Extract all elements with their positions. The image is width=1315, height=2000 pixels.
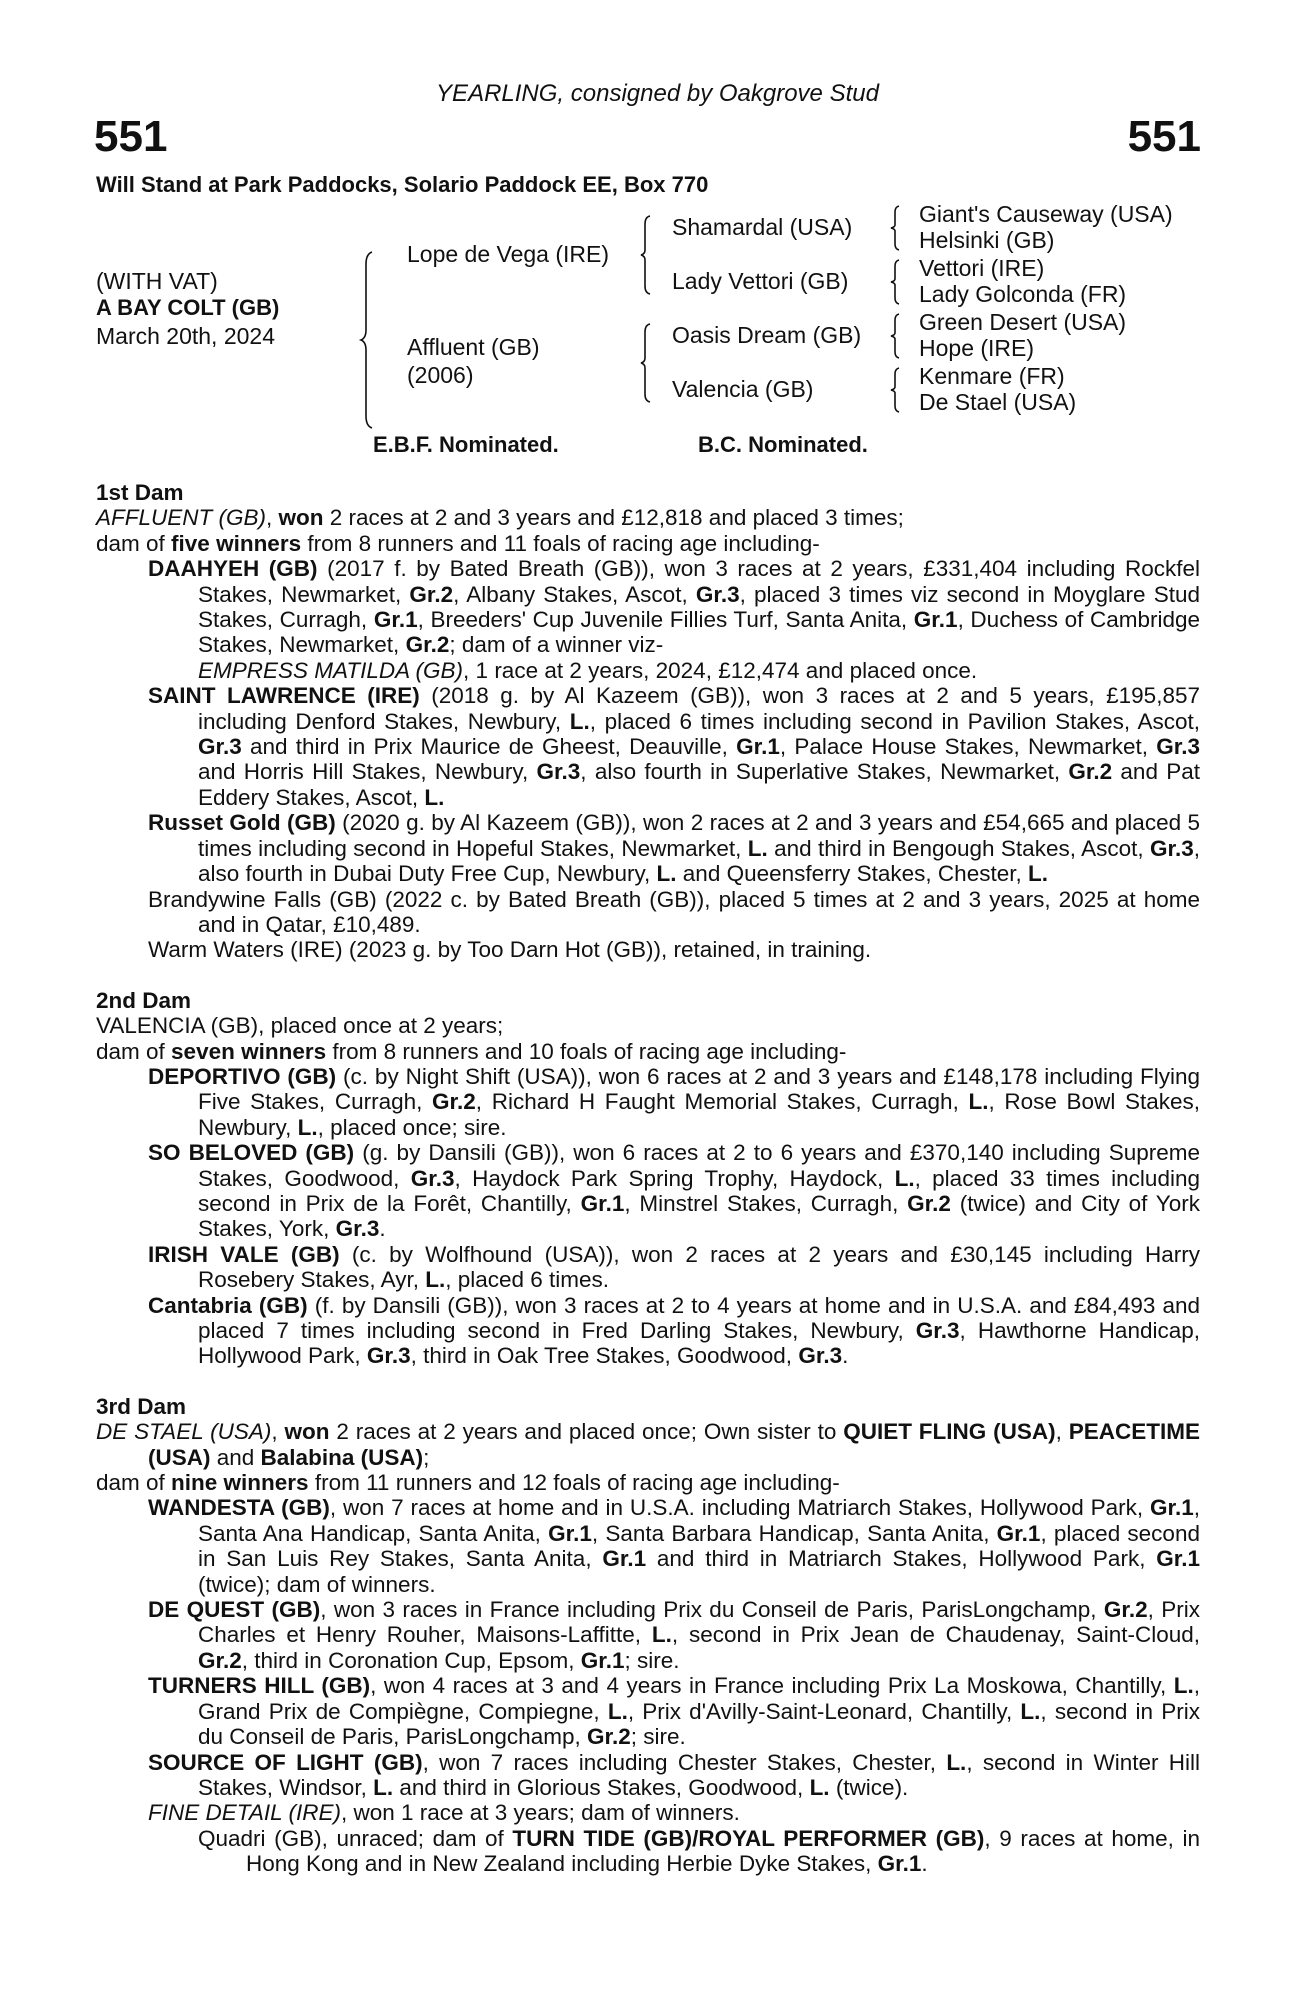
bold-text: five winners xyxy=(171,530,302,556)
text-run: dam of xyxy=(96,1470,172,1496)
lot-number-right: 551 xyxy=(1127,112,1201,161)
pedigree-gen3: De Stael (USA) xyxy=(919,389,1077,415)
pedigree-gen3: Giant's Causeway (USA) xyxy=(919,201,1173,227)
bold-text: L. xyxy=(1173,1673,1194,1699)
produce-entry xyxy=(96,556,1200,658)
dam-section-heading: 3rd Dam xyxy=(96,1393,187,1419)
bold-text: L. xyxy=(1027,861,1048,887)
bold-text: Gr.3 xyxy=(410,1165,455,1191)
text-run: and third in Glorious Stakes, Goodwood, xyxy=(393,1774,810,1800)
pedigree-sire-sire: Shamardal (USA) xyxy=(672,214,853,240)
text-run: , second in Winter Hill Stakes, Windsor, xyxy=(198,1749,1200,1800)
italic-text: DE STAEL (USA) xyxy=(96,1419,272,1445)
text-run: , placed 3 times viz second in Moyglare Stud Stakes, Curragh, xyxy=(198,581,1200,633)
italic-text: EMPRESS MATILDA (GB) xyxy=(198,657,464,683)
text-run: ; dam of a winner viz- xyxy=(449,632,664,658)
bold-text: Gr.3 xyxy=(366,1343,411,1369)
vat-note: (WITH VAT) xyxy=(96,268,218,294)
text-run: , Hawthorne Handicap, Hollywood Park, xyxy=(198,1318,1200,1369)
text-run: , Prix Charles et Henry Rouher, Maisons-Laffitte, xyxy=(198,1597,1200,1648)
text-run: , 9 races at home, in Hong Kong and in New Zealand including Herbie Dyke Stakes, xyxy=(246,1825,1200,1877)
text-run: Brandywine Falls (GB) (2022 c. by Bated Breath (GB)), placed 5 times at 2 and 3 years, 2025 at home and in Qatar, £10,489. xyxy=(148,886,1200,937)
text-run: , also fourth in Superlative Stakes, Newmarket, xyxy=(580,759,1069,785)
text-run: (f. by Dansili (GB)), won 3 races at 2 to 4 years at home and in U.S.A. and £84,493 and placed 7 times including second in Fred Darling Stakes, Newbury, xyxy=(198,1292,1201,1343)
text-run: (2018 g. by Al Kazeem (GB)), won 3 races at 2 and 5 years, £195,857 including Denford Stakes, Newbury, xyxy=(198,683,1200,734)
text-run: (twice). xyxy=(829,1774,909,1800)
bold-text: L. xyxy=(894,1165,915,1191)
bold-text: Russet Gold (GB) xyxy=(148,810,336,836)
produce-entry xyxy=(96,1597,1200,1673)
text-run: (2020 g. by Al Kazeem (GB)), won 2 races at 2 and 3 years and £54,665 and placed 5 times including second in Hopeful Stakes, Newmarket, xyxy=(198,810,1200,861)
pedigree-gen3: Vettori (IRE) xyxy=(919,255,1045,281)
produce-entry xyxy=(96,1064,1200,1140)
bold-text: L. xyxy=(946,1749,967,1775)
pedigree-brace-3d xyxy=(890,366,904,414)
bold-text: SOURCE OF LIGHT (GB) xyxy=(148,1749,423,1775)
bold-text: Gr.2 xyxy=(198,1647,242,1673)
text-run: , placed once; sire. xyxy=(317,1114,507,1140)
bold-text: L. xyxy=(747,835,768,861)
bold-text: WANDESTA (GB) xyxy=(148,1495,330,1521)
text-run: , Prix d'Avilly-Saint-Leonard, Chantilly, xyxy=(627,1698,1021,1724)
text-run: , third in Oak Tree Stakes, Goodwood, xyxy=(410,1343,799,1369)
bold-text: L. xyxy=(656,861,677,887)
bold-text: L. xyxy=(373,1774,394,1800)
text-run: and third in Bengough Stakes, Ascot, xyxy=(767,835,1150,861)
text-run: and Horris Hill Stakes, Newbury, xyxy=(198,759,537,785)
pedigree-dam: Affluent (GB) xyxy=(407,334,540,360)
pedigree-dam-year: (2006) xyxy=(407,362,474,388)
text-run: , second in Prix du Conseil de Paris, ParisLongchamp, xyxy=(198,1698,1200,1750)
pedigree-brace-3a xyxy=(890,204,904,252)
bold-text: Gr.1 xyxy=(548,1520,592,1546)
produce-entry xyxy=(96,1826,1200,1877)
text-run: VALENCIA (GB), placed once at 2 years; xyxy=(96,1013,504,1039)
bold-text: Gr.3 xyxy=(1156,734,1200,760)
produce-entry xyxy=(96,658,1200,683)
text-run: Quadri (GB), unraced; dam of xyxy=(198,1825,513,1851)
produce-entry xyxy=(96,1140,1200,1242)
dam-section-heading: 1st Dam xyxy=(96,480,184,505)
bold-text: Gr.2 xyxy=(1103,1597,1148,1623)
text-run: (twice); dam of winners. xyxy=(198,1571,436,1597)
dam-record-line xyxy=(96,1419,1200,1470)
text-run: , won 4 races at 3 and 4 years in France including Prix La Moskowa, Chantilly, xyxy=(370,1673,1174,1699)
bold-text: Gr.1 xyxy=(373,607,418,633)
text-run: , Richard H Faught Memorial Stakes, Curragh, xyxy=(475,1089,969,1115)
bold-text: PEACETIME (USA) xyxy=(148,1419,1200,1470)
bold-text: QUIET FLING (USA) xyxy=(843,1419,1056,1445)
bold-text: SO BELOVED (GB) xyxy=(148,1140,355,1166)
bold-text: L. xyxy=(968,1089,989,1115)
lot-number-left: 551 xyxy=(94,112,168,161)
bold-text: L. xyxy=(425,1267,446,1293)
text-run: , placed 6 times including second in Pavilion Stakes, Ascot, xyxy=(589,708,1201,734)
text-run: and Pat Eddery Stakes, Ascot, xyxy=(198,759,1201,810)
bold-text: Gr.3 xyxy=(198,734,242,760)
text-run: , won 7 races at home and in U.S.A. including Matriarch Stakes, Hollywood Park, xyxy=(329,1495,1150,1521)
bold-text: Gr.2 xyxy=(405,632,450,658)
bold-text: TURN TIDE (GB)/ROYAL PERFORMER (GB) xyxy=(512,1825,985,1851)
text-run: , Palace House Stakes, Newmarket, xyxy=(779,734,1157,760)
text-run: and third in Matriarch Stakes, Hollywood Park, xyxy=(646,1546,1157,1572)
produce-entry xyxy=(96,937,1200,962)
pedigree-gen3: Kenmare (FR) xyxy=(919,363,1065,389)
text-run: . xyxy=(842,1343,849,1369)
bold-text: seven winners xyxy=(171,1038,327,1064)
text-run: , xyxy=(266,505,279,531)
dam-record-line xyxy=(96,1470,1200,1495)
text-run: , Santa Ana Handicap, Santa Anita, xyxy=(198,1495,1200,1546)
produce-entry xyxy=(96,1495,1200,1597)
produce-entry xyxy=(96,683,1200,810)
dam-record-line xyxy=(96,531,1200,556)
pedigree-sire: Lope de Vega (IRE) xyxy=(407,241,610,267)
pedigree-dam-dam: Valencia (GB) xyxy=(672,376,814,402)
text-run: , Grand Prix de Compiègne, Compiegne, xyxy=(198,1673,1200,1724)
bold-text: Gr.2 xyxy=(409,581,454,607)
pedigree-brace-1 xyxy=(360,250,380,430)
text-run: (2017 f. by Bated Breath (GB)), won 3 races at 2 years, £331,404 including Rockfel Stakes, Newmarket, xyxy=(198,556,1200,607)
bold-text: L. xyxy=(424,784,445,810)
text-run: , Albany Stakes, Ascot, xyxy=(453,581,696,607)
bold-text: Gr.1 xyxy=(580,1647,625,1673)
text-run: , placed 6 times. xyxy=(445,1267,610,1293)
stabling-location: Will Stand at Park Paddocks, Solario Paddock EE, Box 770 xyxy=(96,172,709,197)
bold-text: Gr.1 xyxy=(580,1190,625,1216)
bold-text: L. xyxy=(607,1698,628,1724)
bold-text: Gr.2 xyxy=(907,1190,951,1216)
bold-text: DAAHYEH (GB) xyxy=(148,556,318,582)
bold-text: Balabina (USA) xyxy=(260,1444,424,1470)
text-run: , xyxy=(1055,1419,1069,1445)
text-run: and Queensferry Stakes, Chester, xyxy=(676,861,1028,887)
bold-text: Gr.2 xyxy=(1068,759,1113,785)
bold-text: L. xyxy=(651,1622,672,1648)
text-run: , placed 33 times including second in Prix de la Forêt, Chantilly, xyxy=(198,1165,1200,1216)
pedigree-gen3: Hope (IRE) xyxy=(919,335,1035,361)
bold-text: Cantabria (GB) xyxy=(148,1292,308,1318)
bold-text: Gr.1 xyxy=(736,734,780,760)
produce-entry xyxy=(96,1242,1200,1293)
bold-text: Gr.1 xyxy=(602,1546,647,1572)
pedigree-brace-2a xyxy=(640,214,656,296)
dam-produce-record xyxy=(96,480,1200,1902)
italic-text: FINE DETAIL (IRE) xyxy=(148,1800,341,1826)
bold-text: nine winners xyxy=(171,1470,309,1496)
pedigree-gen3: Helsinki (GB) xyxy=(919,227,1055,253)
text-run: from 11 runners and 12 foals of racing age including- xyxy=(308,1470,840,1496)
text-run: ; sire. xyxy=(624,1647,680,1673)
bold-text: SAINT LAWRENCE (IRE) xyxy=(148,683,420,709)
dam-record-line xyxy=(96,1013,1200,1038)
bold-text: L. xyxy=(1020,1698,1041,1724)
text-run: from 8 runners and 10 foals of racing age including- xyxy=(326,1038,847,1064)
consignor-line: YEARLING, consigned by Oakgrove Stud xyxy=(436,80,879,107)
dam-section xyxy=(96,1394,1200,1877)
produce-entry xyxy=(96,1673,1200,1749)
bold-text: won xyxy=(284,1419,330,1445)
text-run: , Minstrel Stakes, Curragh, xyxy=(624,1190,908,1216)
bold-text: won xyxy=(278,505,324,531)
pedigree-dam-sire: Oasis Dream (GB) xyxy=(672,322,862,348)
dam-record-line xyxy=(96,505,1200,530)
text-run: , second in Prix Jean de Chaudenay, Saint-Cloud, xyxy=(671,1622,1200,1648)
text-run: , Breeders' Cup Juvenile Fillies Turf, Santa Anita, xyxy=(417,607,914,633)
text-run: , Duchess of Cambridge Stakes, Newmarket, xyxy=(198,607,1201,658)
pedigree-sire-dam: Lady Vettori (GB) xyxy=(672,268,849,294)
text-run: , Santa Barbara Handicap, Santa Anita, xyxy=(591,1520,997,1546)
text-run: . xyxy=(379,1216,386,1242)
text-run: , also fourth in Dubai Duty Free Cup, Newbury, xyxy=(198,835,1200,887)
bold-text: Gr.3 xyxy=(798,1343,843,1369)
produce-entry xyxy=(96,1800,1200,1825)
italic-text: AFFLUENT (GB) xyxy=(96,505,267,531)
dam-record-line xyxy=(96,1039,1200,1064)
text-run: (twice) and City of York Stakes, York, xyxy=(198,1190,1201,1242)
bold-text: Gr.1 xyxy=(913,607,958,633)
text-run: dam of xyxy=(96,1038,172,1064)
text-run: , 1 race at 2 years, 2024, £12,474 and placed once. xyxy=(463,657,978,683)
bold-text: Gr.3 xyxy=(915,1318,960,1343)
bold-text: Gr.1 xyxy=(877,1851,922,1877)
bold-text: DE QUEST (GB) xyxy=(148,1597,321,1623)
text-run: (c. by Wolfhound (USA)), won 2 races at 2 years and £30,145 including Harry Rosebery Stakes, Ayr, xyxy=(198,1241,1200,1293)
bold-text: Gr.1 xyxy=(996,1520,1041,1546)
bold-text: Gr.1 xyxy=(1156,1546,1200,1572)
bold-text: Gr.1 xyxy=(1149,1495,1194,1521)
text-run: , won 1 race at 3 years; dam of winners. xyxy=(340,1800,740,1826)
text-run: (c. by Night Shift (USA)), won 6 races at 2 and 3 years and £148,178 including Flying Five Stakes, Curragh, xyxy=(198,1063,1200,1115)
bold-text: Gr.3 xyxy=(1149,835,1194,861)
text-run: , third in Coronation Cup, Epsom, xyxy=(241,1647,581,1673)
pedigree-brace-3b xyxy=(890,258,904,306)
bold-text: IRISH VALE (GB) xyxy=(148,1241,340,1267)
ebf-nomination: E.B.F. Nominated. xyxy=(373,432,559,457)
text-run: Warm Waters (IRE) (2023 g. by Too Darn Hot (GB)), retained, in training. xyxy=(148,937,872,963)
text-run: ; xyxy=(423,1444,430,1470)
text-run: , won 3 races in France including Prix du Conseil de Paris, ParisLongchamp, xyxy=(320,1597,1104,1623)
bold-text: Gr.2 xyxy=(432,1089,476,1115)
text-run: , won 7 races including Chester Stakes, Chester, xyxy=(422,1749,947,1775)
bc-nomination: B.C. Nominated. xyxy=(698,432,868,457)
produce-entry xyxy=(96,887,1200,938)
produce-entry xyxy=(96,810,1200,886)
pedigree-brace-2b xyxy=(640,322,656,404)
bold-text: L. xyxy=(569,708,590,734)
text-run: dam of xyxy=(96,530,172,556)
bold-text: Gr.3 xyxy=(335,1216,380,1242)
text-run: , Haydock Park Spring Trophy, Haydock, xyxy=(454,1165,895,1191)
text-run: , Rose Bowl Stakes, Newbury, xyxy=(198,1089,1200,1140)
bold-text: L. xyxy=(297,1114,318,1140)
text-run: and xyxy=(210,1444,261,1470)
pedigree-gen3: Green Desert (USA) xyxy=(919,309,1127,335)
bold-text: TURNERS HILL (GB) xyxy=(148,1673,371,1699)
text-run: and third in Prix Maurice de Gheest, Deauville, xyxy=(241,734,737,760)
dam-section-heading: 2nd Dam xyxy=(96,987,192,1013)
produce-entry xyxy=(96,1750,1200,1801)
text-run: ; sire. xyxy=(630,1724,686,1750)
bold-text: Gr.2 xyxy=(586,1724,631,1750)
bold-text: Gr.3 xyxy=(695,581,740,607)
horse-name: A BAY COLT (GB) xyxy=(96,295,280,320)
text-run: 2 races at 2 years and placed once; Own sister to xyxy=(329,1419,844,1445)
pedigree-gen3: Lady Golconda (FR) xyxy=(919,281,1127,307)
dam-section xyxy=(96,480,1200,963)
produce-entry xyxy=(96,1293,1200,1369)
bold-text: DEPORTIVO (GB) xyxy=(148,1063,337,1089)
pedigree-brace-3c xyxy=(890,312,904,360)
bold-text: Gr.3 xyxy=(536,759,581,785)
text-run: , placed second in San Luis Rey Stakes, Santa Anita, xyxy=(198,1520,1200,1572)
text-run: from 8 runners and 11 foals of racing age including- xyxy=(301,530,820,556)
text-run: (g. by Dansili (GB)), won 6 races at 2 to 6 years and £370,140 including Supreme Stakes, Goodwood, xyxy=(198,1140,1200,1191)
text-run: . xyxy=(921,1851,928,1877)
text-run: , xyxy=(271,1419,285,1445)
dam-section xyxy=(96,988,1200,1369)
text-run: 2 races at 2 and 3 years and £12,818 and placed 3 times; xyxy=(323,505,904,531)
foaling-date: March 20th, 2024 xyxy=(96,323,276,349)
bold-text: L. xyxy=(809,1774,830,1800)
